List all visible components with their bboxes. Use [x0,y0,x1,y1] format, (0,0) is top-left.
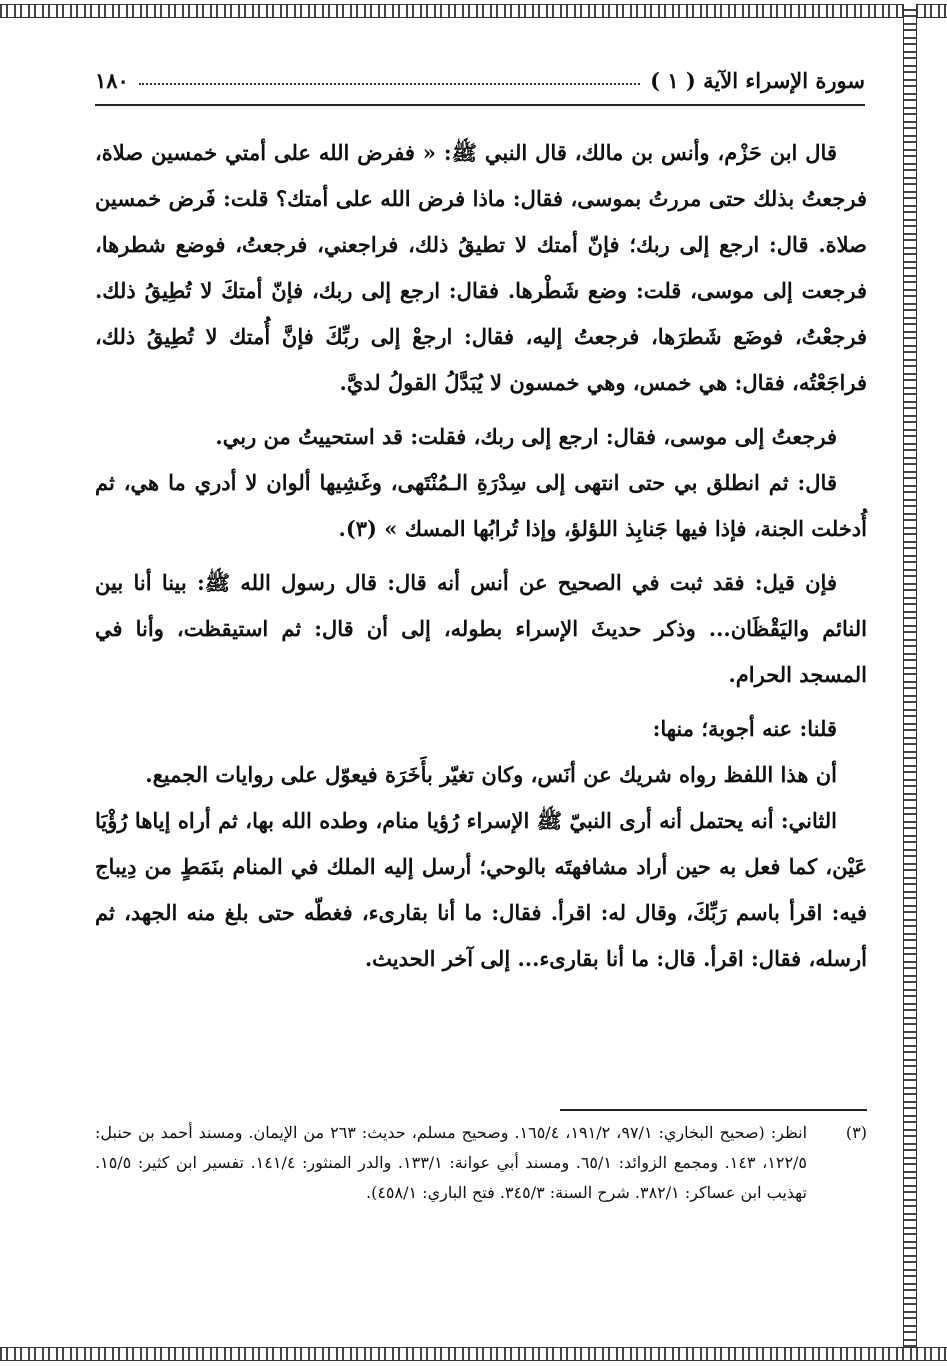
footnote-rule [560,1109,867,1111]
paragraph: قال: ثم انطلق بي حتى انتهى إلى سِدْرَةِ الـمُنْتَهى، وغَشِيها ألوان لا أدري ما هي، ثم أُدخلت الجنة، فإذا فيها جَنابِذ اللؤلؤ، وإذا تُرابُها المسك » (٣). [95,470,867,541]
paragraph: فرجعتُ إلى موسى، فقال: ارجع إلى ربك، فقلت: قد استحييتُ من ربي. [215,424,837,449]
paragraph: قال ابن حَزْم، وأنس بن مالك، قال النبي ﷺ: « ففرض الله على أمتي خمسين صلاة، فرجعتُ بذلك حتى مررتُ بموسى، فقال: ماذا فرض الله على أمتك؟ قلت: فَرض خمسين صلاة. قال: ارجع إلى ربك؛ فإنّ أمتك لا تطيقُ ذلك، فراجعني، فرجعتُ، فوضع شطرها، فرجعت إلى موسى، قلت: وضع شَطْرها. فقال: ارجع إلى ربك، فإنّ أمتكَ لا تُطِيقُ ذلك. فرجعْتُ، فوضَع شَطرَها، فرجعتُ إليه، فقال: ارجعْ إلى ربِّكَ فإنَّ أُمتك لا تُطِيقُ ذلك، فراجَعْتُه، فقال: هي خمس، وهي خمسون لا يُبَدَّلُ القولُ لديَّ. [95,140,867,395]
header-rule [95,104,865,106]
footnote-item [95,1118,867,1208]
footnote-number: (٣) [845,1123,867,1142]
running-title: سورة الإسراء الآية ( ١ ) [650,67,865,93]
paragraph: أن هذا اللفظ رواه شريك عن أنَس، وكان تغيّر بأَخَرَة فيعوّل على روايات الجميع. [145,762,837,787]
paragraph: قلنا: عنه أجوبة؛ منها: [652,716,837,741]
page-border-right [903,4,917,1361]
paragraph: فإن قيل: فقد ثبت في الصحيح عن أنس أنه قال: قال رسول الله ﷺ: بينا أنا بين النائم واليَقْظَان... وذكر حديثَ الإسراء بطوله، إلى أن قال: ثم استيقظت، وأنا في المسجد الحرام. [95,570,867,687]
running-header [95,62,865,98]
page-border-top [0,4,947,18]
footnote-text: انظر: (صحيح البخاري: ٩٧/١، ١٩١/٢، ١٦٥/٤. وصحيح مسلم، حديث: ٢٦٣ من الإيمان. ومسند أحمد بن حنبل: ١٢٢/٥، ١٤٣. ومجمع الزوائد: ٦٥/١. ومسند أبي عوانة: ١٣٣/١. والدر المنثور: ١٤١/٤. تفسير ابن كثير: ١٥/٥. تهذيب ابن عساكر: ٣٨٢/١. شرح السنة: ٣٤٥/٣. فتح الباري: ٤٥٨/١). [95,1123,808,1202]
page-number: ١٨٠ [95,67,129,93]
footnotes [95,1118,867,1208]
page-border-bottom [0,1347,947,1361]
main-text [95,130,867,982]
header-dot-leader [139,75,640,85]
paragraph: الثاني: أنه يحتمل أنه أرى النبيّ ﷺ الإسراء رُؤيا منام، وطده الله بها، ثم أراه إياها رُؤْيَا عَيْن، كما فعل به حين أراد مشافهتَه بالوحي؛ أرسل إليه الملك في المنام بنَمَطٍ من دِيباج فيه: اقرأ باسم رَبِّكَ، وقال له: اقرأ. فقال: ما أنا بقارىء، فغطّه حتى بلغ منه الجهد، ثم أرسله، فقال: اقرأ. قال: ما أنا بقارىء... إلى آخر الحديث. [95,808,867,971]
